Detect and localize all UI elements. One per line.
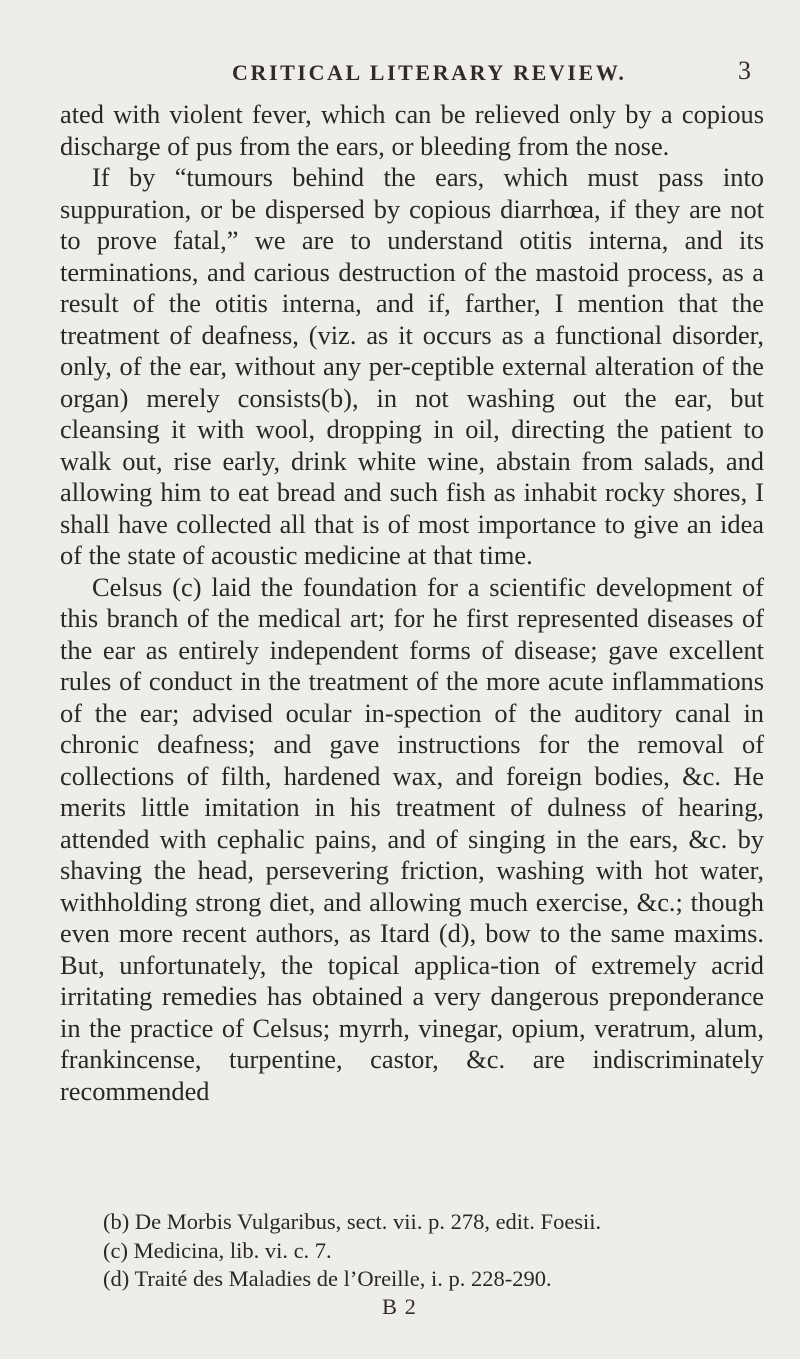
footnote-c: (c) Medicina, lib. vi. c. 7. [103,1237,332,1263]
running-title: CRITICAL LITERARY REVIEW. [232,60,627,85]
signature-mark: B 2 [382,1294,417,1319]
footnote-d: (d) Traité des Maladies de l’Oreille, i. p. 228-290. [103,1266,552,1291]
body-text [60,99,764,1107]
footnotes [103,1208,763,1294]
running-head [0,56,800,96]
paragraph-continued: ated with violent fever, which can be relieved only by a copious discharge of pus from the ears, or bleeding from the nose. [60,99,764,161]
footnote-b: (b) De Morbis Vulgaribus, sect. vii. p. 278, edit. Foesii. [103,1209,602,1234]
page-number: 3 [738,56,751,85]
paragraph-otitis: If by “tumours behind the ears, which must pass into suppuration, or be dispersed by copious diarrhœa, if they are not to prove fatal,” we are to understand otitis interna, and its terminations, and carious destruction of the mastoid process, as a result of the otitis interna, and if, farther, I mention that the treatment of deafness, (viz. as it occurs as a functional disorder, only, of the ear, without any per-ceptible external alteration of the organ) merely consists(b), in not washing out the ear, but cleansing it with wool, dropping in oil, directing the patient to walk out, rise early, drink white wine, abstain from salads, and allowing him to eat bread and such fish as inhabit rocky shores, I shall have collected all that is of most importance to give an idea of the state of acoustic medicine at that time. [60,162,764,570]
paragraph-celsus: Celsus (c) laid the foundation for a scientific development of this branch of the medical art; for he first represented diseases of the ear as entirely independent forms of disease; gave excellent rules of conduct in the treatment of the more acute inflammations of the ear; advised ocular in-spection of the auditory canal in chronic deafness; and gave instructions for the removal of collections of filth, hardened wax, and foreign bodies, &c. He merits little imitation in his treatment of dulness of hearing, attended with cephalic pains, and of singing in the ears, &c. by shaving the head, persevering friction, washing with hot water, withholding strong diet, and allowing much exercise, &c.; though even more recent authors, as Itard (d), bow to the same maxims. But, unfortunately, the topical applica-tion of extremely acrid irritating remedies has obtained a very dangerous preponderance in the practice of Celsus; myrrh, vinegar, opium, veratrum, alum, frankincense, turpentine, castor, &c. are indiscriminately recommended [60,571,764,1106]
